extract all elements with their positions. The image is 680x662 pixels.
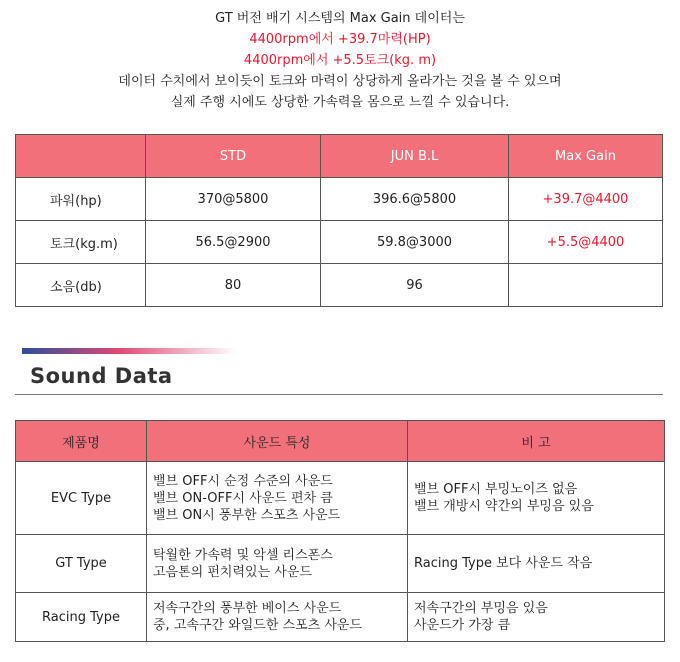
header-remarks: 비 고 bbox=[408, 421, 665, 462]
cell-gain: +39.7@4400 bbox=[509, 178, 663, 221]
table-row bbox=[16, 593, 665, 642]
remark-line: 밸브 OFF시 부밍노이즈 없음 bbox=[414, 482, 578, 497]
product-name: GT Type bbox=[16, 535, 147, 593]
table-row bbox=[16, 462, 665, 535]
cell-jun: 96 bbox=[321, 264, 509, 307]
header-jun: JUN B.L bbox=[321, 135, 509, 178]
intro-line-4: 데이터 수치에서 보이듯이 토크와 마력이 상당하게 올라가는 것을 볼 수 있으며 bbox=[118, 74, 562, 89]
sound-character bbox=[147, 462, 408, 535]
remark-line: Racing Type 보다 사운드 작음 bbox=[414, 556, 593, 571]
header-sound-character: 사운드 특성 bbox=[147, 421, 408, 462]
header-blank bbox=[16, 135, 146, 178]
product-name: EVC Type bbox=[16, 462, 147, 535]
sound-header-row bbox=[16, 421, 665, 462]
cell-std: 80 bbox=[146, 264, 321, 307]
intro-line-hp: 4400rpm에서 +39.7마력(HP) bbox=[249, 32, 431, 47]
cell-std: 56.5@2900 bbox=[146, 221, 321, 264]
sound-line: 저속구간의 풍부한 베이스 사운드 bbox=[153, 601, 342, 616]
cell-gain bbox=[509, 264, 663, 307]
intro-text bbox=[0, 8, 680, 113]
sound-line: 중, 고속구간 와일드한 스포츠 사운드 bbox=[153, 618, 363, 633]
cell-jun: 59.8@3000 bbox=[321, 221, 509, 264]
row-label-power: 파워(hp) bbox=[16, 178, 146, 221]
table-row bbox=[16, 221, 663, 264]
remark-line: 밸브 개방시 약간의 부밍음 있음 bbox=[414, 499, 594, 514]
remark bbox=[408, 593, 665, 642]
table-row bbox=[16, 264, 663, 307]
section-accent-bar bbox=[22, 348, 237, 354]
row-label-noise: 소음(db) bbox=[16, 264, 146, 307]
sound-line: 탁월한 가속력 및 악셀 리스폰스 bbox=[153, 547, 333, 563]
header-std: STD bbox=[146, 135, 321, 178]
section-divider bbox=[15, 394, 663, 395]
sound-line: 밸브 ON-OFF시 사운드 편차 큼 bbox=[153, 490, 333, 506]
intro-line-torque: 4400rpm에서 +5.5토크(kg. m) bbox=[243, 53, 437, 68]
section-title: Sound Data bbox=[30, 364, 173, 388]
sound-line: 밸브 ON시 풍부한 스포츠 사운드 bbox=[153, 507, 341, 523]
cell-std: 370@5800 bbox=[146, 178, 321, 221]
intro-line-5: 실제 주행 시에도 상당한 가속력을 몸으로 느낄 수 있습니다. bbox=[170, 95, 510, 110]
remark-line: 사운드가 가장 큼 bbox=[414, 618, 511, 633]
performance-header-row bbox=[16, 135, 663, 178]
header-max-gain: Max Gain bbox=[509, 135, 663, 178]
sound-line: 고음톤의 펀치력있는 사운드 bbox=[153, 564, 312, 580]
sound-character bbox=[147, 535, 408, 593]
sound-table bbox=[15, 420, 665, 642]
header-product-name: 제품명 bbox=[16, 421, 147, 462]
remark-line: 저속구간의 부밍음 있음 bbox=[414, 601, 548, 616]
cell-jun: 396.6@5800 bbox=[321, 178, 509, 221]
intro-line-1: GT 버전 배기 시스템의 Max Gain 데이터는 bbox=[215, 11, 465, 26]
row-label-torque: 토크(kg.m) bbox=[16, 221, 146, 264]
remark bbox=[408, 535, 665, 593]
remark bbox=[408, 462, 665, 535]
performance-table bbox=[15, 134, 663, 307]
sound-line: 밸브 OFF시 순정 수준의 사운드 bbox=[153, 473, 333, 489]
product-name: Racing Type bbox=[16, 593, 147, 642]
sound-character bbox=[147, 593, 408, 642]
cell-gain: +5.5@4400 bbox=[509, 221, 663, 264]
table-row bbox=[16, 535, 665, 593]
table-row bbox=[16, 178, 663, 221]
